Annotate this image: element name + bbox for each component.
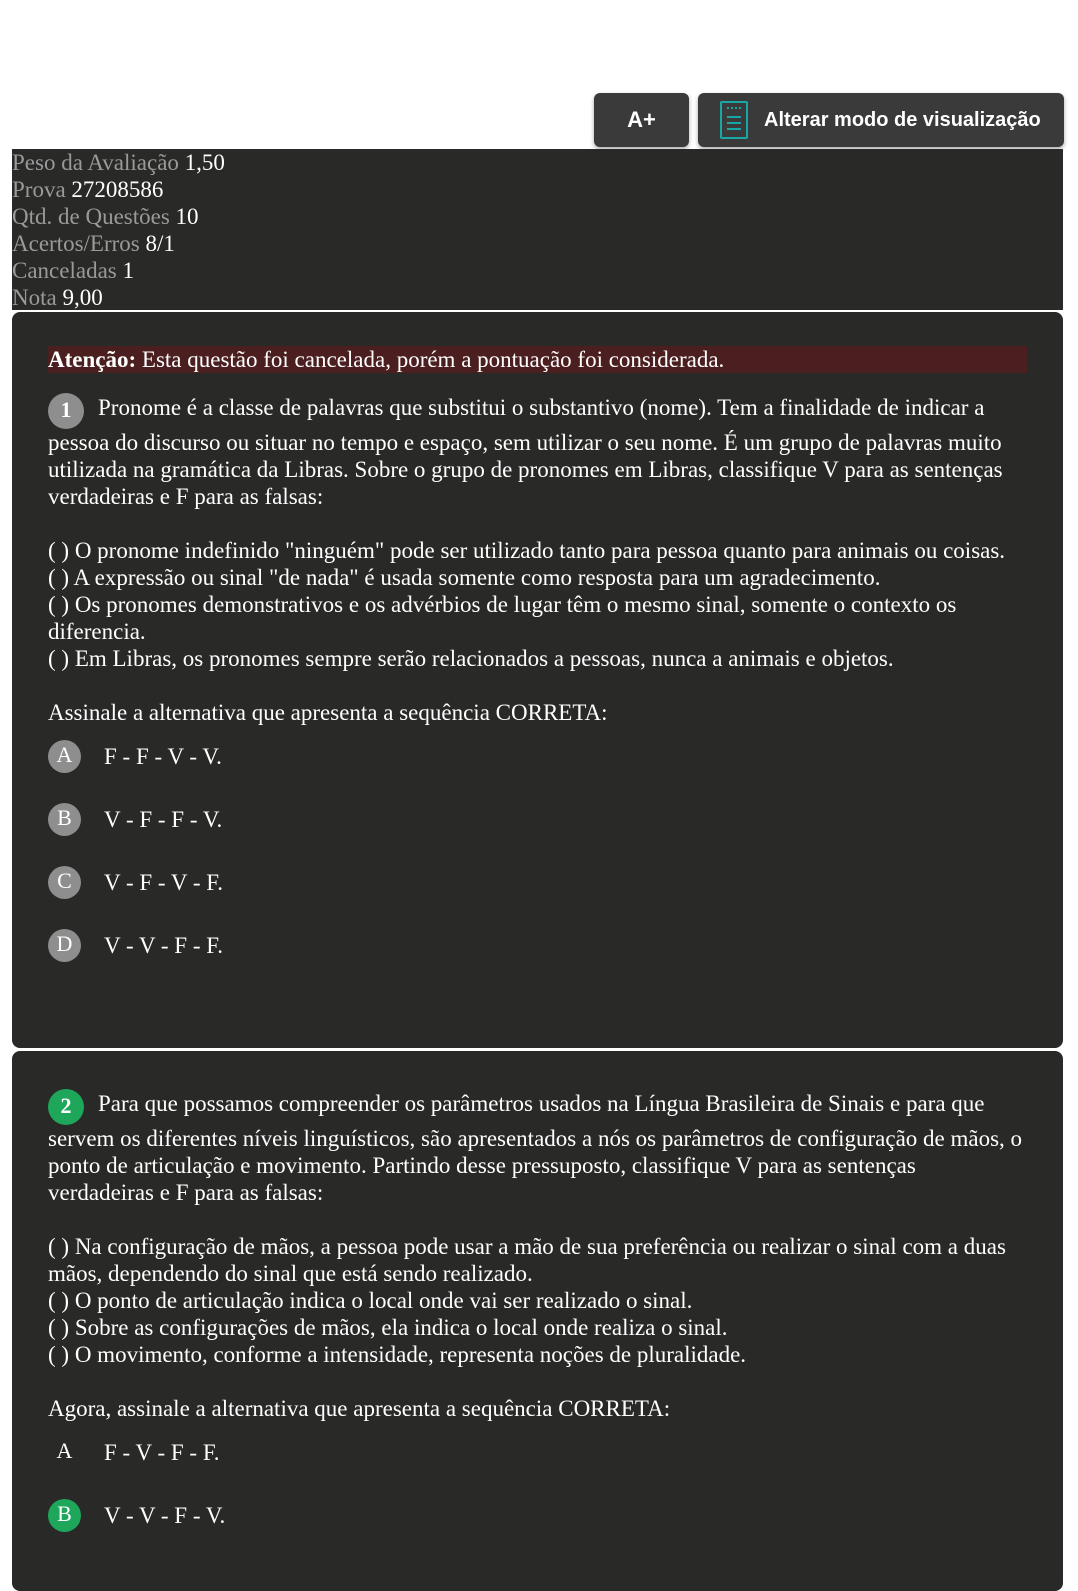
option-text: V - V - F - F. [104, 932, 223, 958]
summary-row-question-count [12, 203, 1063, 230]
option-text: V - F - V - F. [104, 869, 223, 895]
alert-text: Esta questão foi cancelada, porém a pontuação foi considerada. [136, 347, 725, 372]
summary-value: 27208586 [71, 177, 164, 202]
statement: ( ) Na configuração de mãos, a pessoa pode usar a mão de sua preferência ou realizar o sinal com a duas mãos, dependendo do sinal que está sendo realizado. [48, 1234, 1006, 1286]
summary-label: Acertos/Erros [12, 231, 140, 256]
toolbar [594, 93, 1064, 147]
summary-row-grade [12, 284, 1063, 311]
option-letter[interactable]: A [56, 1437, 73, 1463]
option-d[interactable] [48, 927, 1027, 963]
summary-row-exam [12, 176, 1063, 203]
summary-value: 1 [122, 258, 134, 283]
question-stem [48, 393, 1027, 510]
summary-value: 1,50 [184, 150, 225, 175]
statement: ( ) O movimento, conforme a intensidade, representa noções de pluralidade. [48, 1342, 747, 1367]
question-number-badge: 2 [48, 1089, 84, 1125]
summary-label: Peso da Avaliação [12, 150, 179, 175]
option-a[interactable] [48, 1434, 1027, 1470]
question-prompt: Agora, assinale a alternativa que apresenta a sequência CORRETA: [48, 1396, 671, 1421]
statement: ( ) O pronome indefinido "ninguém" pode ser utilizado tanto para pessoa quanto para animais ou coisas. [48, 538, 1006, 563]
statement: ( ) Em Libras, os pronomes sempre serão relacionados a pessoas, nunca a animais e objetos. [48, 646, 894, 671]
summary-value: 10 [175, 204, 199, 229]
statement: ( ) A expressão ou sinal "de nada" é usada somente como resposta para um agradecimento. [48, 565, 881, 590]
font-size-increase-button[interactable]: A+ [594, 93, 689, 147]
question-stem-text: Para que possamos compreender os parâmetros usados na Língua Brasileira de Sinais e para que servem os diferentes níveis linguísticos, são apresentados a nós os parâmetros de configuração de mãos, o ponto de articulação e movimento. Partindo desse pressuposto, classifique V para as sentenças verdadeiras e F para as falsas: [48, 1091, 1023, 1205]
option-c[interactable] [48, 864, 1027, 900]
statement: ( ) Sobre as configurações de mãos, ela indica o local onde realiza o sinal. [48, 1315, 728, 1340]
summary-label: Prova [12, 177, 66, 202]
option-letter[interactable]: D [48, 929, 81, 962]
option-text: V - V - F - V. [104, 1502, 226, 1528]
question-card-1 [12, 312, 1063, 1048]
option-letter[interactable]: B [48, 803, 81, 836]
alert-label: Atenção: [48, 347, 137, 372]
option-letter[interactable]: B [48, 1499, 81, 1532]
option-letter[interactable]: C [48, 866, 81, 899]
option-letter[interactable]: A [48, 740, 81, 773]
summary-label: Nota [12, 285, 57, 310]
option-a[interactable] [48, 738, 1027, 774]
document-icon [720, 101, 748, 139]
option-text: V - F - F - V. [104, 806, 223, 832]
question-stem-text: Pronome é a classe de palavras que substitui o substantivo (nome). Tem a finalidade de indicar a pessoa do discurso ou situar no tempo e espaço, sem utilizar o seu nome. É um grupo de palavras muito utilizada na gramática da Libras. Sobre o grupo de pronomes em Libras, classifique V para as sentenças verdadeiras e F para as falsas: [48, 395, 1003, 509]
question-prompt: Assinale a alternativa que apresenta a sequência CORRETA: [48, 700, 608, 725]
summary-value: 9,00 [62, 285, 103, 310]
change-view-mode-button[interactable] [698, 93, 1064, 147]
change-view-mode-label: Alterar modo de visualização [764, 108, 1041, 131]
question-stem [48, 1089, 1027, 1206]
cancelled-alert [48, 346, 1027, 373]
question-number-badge: 1 [48, 393, 84, 429]
summary-label: Canceladas [12, 258, 117, 283]
option-text: F - F - V - V. [104, 743, 222, 769]
exam-summary [12, 149, 1063, 310]
summary-row-correct-wrong [12, 230, 1063, 257]
summary-row-cancelled [12, 257, 1063, 284]
statement: ( ) O ponto de articulação indica o local onde vai ser realizado o sinal. [48, 1288, 693, 1313]
summary-row-weight [12, 149, 1063, 176]
statement: ( ) Os pronomes demonstrativos e os advérbios de lugar têm o mesmo sinal, somente o contexto os diferencia. [48, 592, 957, 644]
summary-value: 8/1 [145, 231, 175, 256]
option-b-selected[interactable] [48, 1497, 1027, 1533]
option-b[interactable] [48, 801, 1027, 837]
summary-label: Qtd. de Questões [12, 204, 170, 229]
option-text: F - V - F - F. [104, 1439, 220, 1465]
question-card-2 [12, 1051, 1063, 1591]
